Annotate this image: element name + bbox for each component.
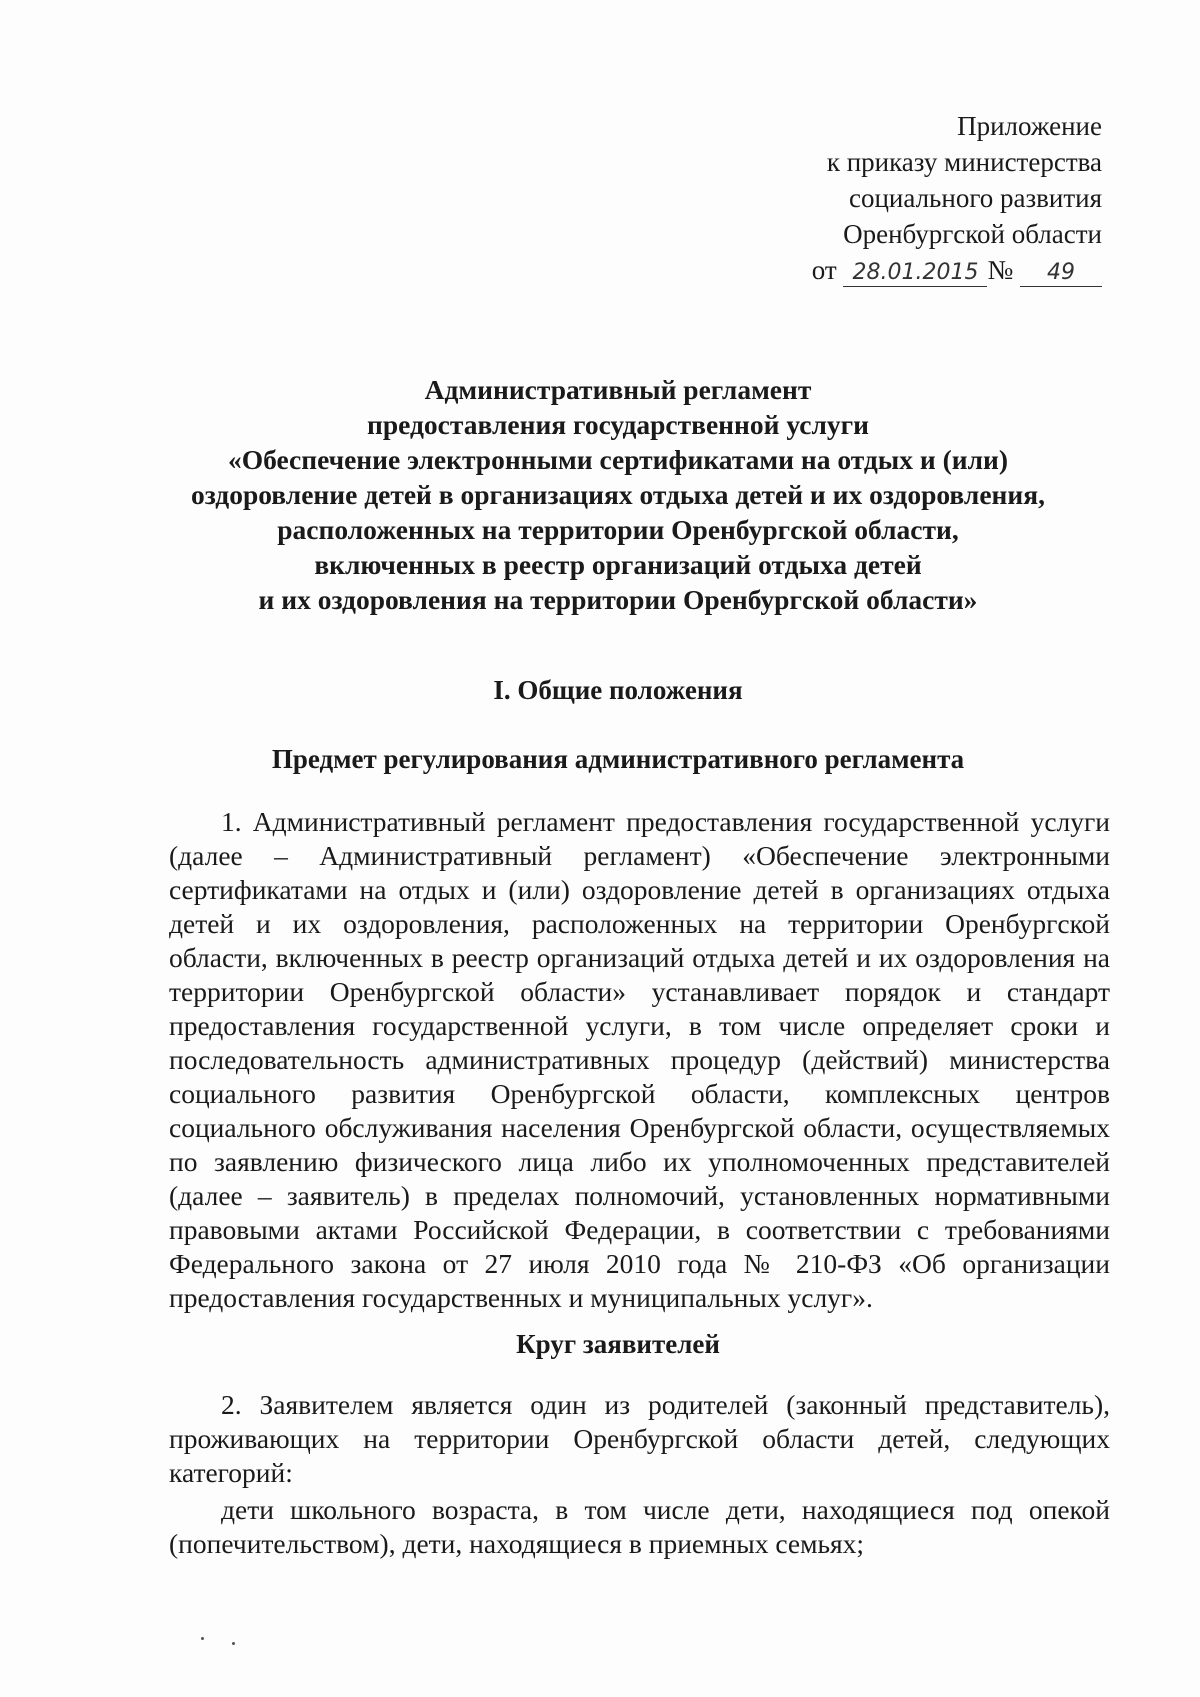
appendix-title: Приложение xyxy=(957,111,1102,141)
subject-heading: Предмет регулирования административного регламента xyxy=(271,744,965,774)
paragraph-3: дети школьного возраста, в том числе дети, находящиеся под опекой (попечительством), дети, находящиеся в приемных семьях; xyxy=(169,1494,1110,1559)
handwritten-number: 49 xyxy=(1020,260,1102,287)
date-prefix: от xyxy=(811,255,837,285)
handwritten-date: 28.01.2015 xyxy=(843,260,987,287)
title-line-2: предоставления государственной услуги xyxy=(367,409,869,440)
title-line-4: оздоровление детей в организациях отдыха детей и их оздоровления, xyxy=(190,479,1046,510)
title-line-1: Административный регламент xyxy=(424,374,812,405)
scan-speck xyxy=(201,1637,204,1640)
title-line-3: «Обеспечение электронными сертификатами на отдых и (или) xyxy=(227,444,1009,475)
section-heading: I. Общие положения xyxy=(493,675,743,705)
title-line-6: включенных в реестр организаций отдыха детей xyxy=(314,549,922,580)
appendix-ministry: социального развития xyxy=(848,183,1102,213)
applicants-heading: Круг заявителей xyxy=(516,1329,720,1359)
paragraph-2: 2. Заявителем является один из родителей (законный представитель), проживающих на территории Оренбургской области детей, следующих категорий: xyxy=(169,1389,1110,1488)
appendix-order-ref: к приказу министерства xyxy=(826,147,1102,177)
number-sign: № xyxy=(987,255,1014,285)
title-line-7: и их оздоровления на территории Оренбургской области» xyxy=(258,584,978,615)
document-title xyxy=(150,372,1086,617)
appendix-block xyxy=(812,108,1102,288)
scan-speck xyxy=(232,1642,235,1645)
paragraph-1: 1. Административный регламент предоставления государственной услуги (далее – Административный регламент) «Обеспечение электронными сертификатами на отдых и (или) оздоровление детей в организациях отдыха детей и их оздоровления, расположенных на территории Оренбургской области, включенных в реестр организаций отдыха детей и их оздоровления на территории Оренбургской области» устанавливает порядок и стандарт предоставления государственной услуги, в том числе определяет сроки и последовательность административных процедур (действий) министерства социального развития Оренбургской области, комплексных центров социального обслуживания населения Оренбургской области, осуществляемых по заявлению физического лица либо их уполномоченных представителей (далее – заявитель) в пределах полномочий, установленных нормативными правовыми актами Российской Федерации, в соответствии с требованиями Федерального закона от 27 июля 2010 года № 210-ФЗ «Об организации предоставления государственных и муниципальных услуг». xyxy=(169,806,1110,1313)
appendix-region: Оренбургской области xyxy=(843,219,1102,249)
title-line-5: расположенных на территории Оренбургской области, xyxy=(277,514,959,545)
appendix-date-line xyxy=(812,252,1102,288)
